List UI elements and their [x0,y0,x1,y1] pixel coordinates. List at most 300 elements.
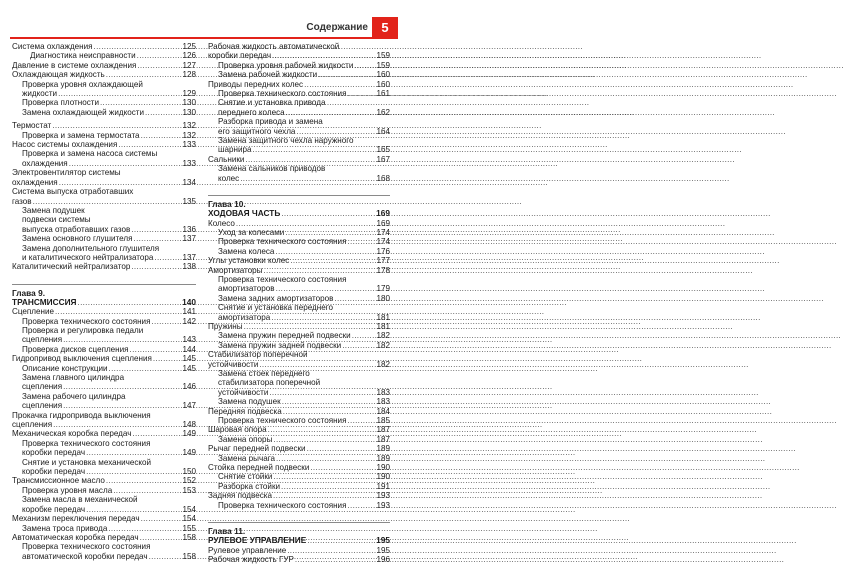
toc-entry-line: Замена дополнительного глушителя [22,243,160,253]
toc-page-number: 176 [376,246,390,256]
toc-entry [12,317,196,326]
dot-leader [347,89,375,98]
toc-page-number: 181 [376,321,390,331]
spacer [12,272,196,282]
toc-entry-line: Проверка технического состояния [22,438,151,448]
toc-entry-line: Снятие и установка привода [218,98,326,108]
dot-leader [347,416,375,425]
toc-page-number: 147 [182,401,196,411]
toc-entry-title: Проверка плотности [22,98,99,108]
toc-entry [208,247,390,256]
dot-leader [244,322,376,331]
toc-entry-title: переднего колеса [218,107,285,117]
dot-leader [347,501,375,510]
toc-page-number: 149 [182,448,196,458]
toc-entry [208,397,390,406]
toc-entry-title: Термостат [12,121,52,131]
toc-entry [12,121,196,130]
toc-page-number: 133 [182,140,196,150]
toc-entry [208,145,390,154]
dot-leader [295,555,376,564]
toc-entry-title: охлаждения [22,158,68,168]
dot-leader [352,331,376,340]
toc-entry [12,131,196,140]
toc-page-number: 182 [376,331,390,341]
toc-page-number: 161 [376,89,390,99]
dot-leader [86,467,181,476]
dot-leader [271,313,375,322]
toc-entry [208,294,390,303]
toc-entry [208,322,390,331]
toc-entry-title: Проверка уровня масла [22,485,113,495]
toc-page-number: 195 [376,535,390,546]
toc-page-number: 154 [182,504,196,514]
toc-page-number: 179 [376,284,390,294]
dot-leader [273,472,375,481]
toc-page-number: 187 [376,434,390,444]
toc-entry-line: Замена стоек переднего [218,369,310,378]
toc-entry [12,51,196,60]
toc-entry [208,546,390,555]
toc-page-number: 132 [182,130,196,140]
toc-entry [12,98,196,107]
toc-page-number: 153 [182,485,196,495]
toc-page-number: 129 [182,89,196,99]
toc-page-number: 178 [376,265,390,275]
toc-entry [208,341,390,350]
dot-leader [63,335,181,344]
toc-page-number: 195 [376,545,390,555]
dot-leader [304,80,375,89]
toc-page-number: 134 [182,177,196,187]
toc-entry-title: коробки передач [22,467,86,477]
toc-entry [208,89,390,98]
dot-leader [286,108,376,117]
toc-entry-title: Механическая коробка передач [12,429,132,439]
toc-entry-title: сцепления [22,382,63,392]
toc-entry [12,42,196,51]
toc-entry-line: подвески системы [22,215,91,225]
dot-leader [131,225,181,234]
dot-leader [290,256,375,265]
toc-page-number: 126 [182,51,196,61]
toc-entry [12,253,196,262]
toc-page-number: 177 [376,256,390,266]
dot-leader [283,407,376,416]
toc-entry-title: амортизатора [218,312,271,322]
toc-page-number: 125 [182,42,196,51]
toc-entry-title: Замена задних амортизаторов [218,293,334,303]
toc-entry-title: устойчивости [218,387,269,397]
toc-entry [208,407,390,416]
dot-leader [307,536,375,545]
dot-leader [259,360,375,369]
toc-entry [208,174,390,183]
toc-entry-title: охлаждения [12,177,58,187]
dot-leader [342,341,375,350]
toc-entry-title: Замена подушек [218,397,281,407]
chapter-title-entry [208,209,390,218]
toc-entry-title: Замена колеса [218,246,275,256]
toc-page-number: 193 [376,500,390,510]
toc-page-number: 132 [182,121,196,131]
toc-entry-title: Амортизаторы [208,265,263,275]
toc-entry-title: Замена охлаждающей жидкости [22,107,144,117]
dot-leader [94,42,182,51]
chapter-title: РУЛЕВОЕ УПРАВЛЕНИЕ [208,535,307,546]
dot-leader [276,454,375,463]
dot-leader [100,98,182,107]
toc-entry [12,307,196,316]
spacer [208,183,390,193]
toc-entry [208,416,390,425]
toc-entry [12,514,196,523]
toc-entry [12,197,196,206]
dot-leader [151,317,181,326]
toc-page-number: 182 [376,359,390,369]
toc-page-number: 136 [182,224,196,234]
toc-entry [12,335,196,344]
toc-entry-title: колес [218,173,240,183]
toc-page-number: 149 [182,429,196,439]
toc-entry [12,140,196,149]
toc-page-number: 154 [182,514,196,524]
dot-leader [275,247,375,256]
dot-leader [272,51,375,60]
toc-entry [208,108,390,117]
dot-leader [245,155,375,164]
toc-page-number: 169 [376,218,390,228]
toc-entry-title: Проверка технического состояния [218,500,347,510]
toc-page-number: 137 [182,234,196,244]
toc-page-number: 155 [182,523,196,533]
toc-entry [12,262,196,271]
toc-entry-title: сцепления [22,335,63,345]
toc-page-number: 142 [182,316,196,326]
dot-leader [78,298,182,307]
toc-entry [12,486,196,495]
toc-entry [208,256,390,265]
toc-entry [208,444,390,453]
dot-leader [149,552,182,561]
dot-leader [134,234,182,243]
dot-leader [273,435,375,444]
toc-page-number: 140 [182,296,196,307]
toc-page-number: 159 [376,51,390,61]
toc-page-number: 169 [376,208,390,219]
toc-page-number: 145 [182,354,196,364]
toc-entry-title: Пружины [208,321,243,331]
toc-entry-title: Гидропривод выключения сцепления [12,354,152,364]
dot-leader [310,463,375,472]
toc-page-number: 148 [182,420,196,430]
toc-page-number: 158 [182,532,196,542]
toc-entry-line: Разборка привода и замена [218,117,323,127]
dot-leader [141,131,182,140]
toc-page-number: 146 [182,382,196,392]
dot-leader [108,524,181,533]
toc-page-number: 181 [376,312,390,322]
toc-entry-title: Проверка технического состояния [218,237,347,247]
toc-entry-title: Замена рычага [218,453,275,463]
toc-page-number: 158 [182,551,196,561]
toc-entry [12,467,196,476]
toc-page-number: 193 [376,491,390,501]
toc-entry [208,313,390,322]
toc-entry-title: и каталитического нейтрализатора [22,252,154,262]
dot-leader [132,429,181,438]
toc-page-number: 165 [376,145,390,155]
toc-entry [208,61,390,70]
toc-page-number: 196 [376,554,390,564]
toc-entry-title: Механизм переключения передач [12,514,140,524]
toc-entry-title: выпуска отработавших газов [22,224,131,234]
dot-leader [106,70,182,79]
toc-entry-title: Приводы передних колес [208,79,304,89]
toc-entry-title: Рулевое управление [208,545,287,555]
toc-entry-title: Снятие стойки [218,472,273,482]
dot-leader [281,209,375,218]
toc-entry-title: Давление в системе охлаждения [12,60,137,70]
page-header-title: Содержание [306,22,368,33]
toc-entry-title: Рычаг передней подвески [208,444,306,454]
toc-entry-title: Сальники [208,154,245,164]
toc-entry [12,234,196,243]
toc-page-number: 150 [182,467,196,477]
dot-leader [137,51,182,60]
toc-entry-title: Колесо [208,218,235,228]
toc-entry-title: Описание конструкции [22,363,108,373]
spacer [208,510,390,520]
toc-entry-title: Проверка дисков сцепления [22,344,129,354]
dot-leader [69,159,182,168]
toc-entry-title: Замена опоры [218,434,273,444]
toc-page-number: 168 [376,173,390,183]
toc-page-number: 164 [376,126,390,136]
toc-entry-title: Насос системы охлаждения [12,140,118,150]
toc-page-number: 190 [376,472,390,482]
toc-page-number: 174 [376,237,390,247]
chapter-title: ТРАНСМИССИЯ [12,296,77,307]
toc-entry [12,505,196,514]
toc-entry-line: Замена защитного чехла наружного [218,136,354,146]
toc-entry-line: Проверка и замена насоса системы [22,149,158,159]
toc-entry-line: Рабочая жидкость автоматической [208,42,340,51]
toc-entry-title: Замена пружин задней подвески [218,340,342,350]
toc-entry [208,501,390,510]
toc-entry-title: коробки передач [22,448,86,458]
toc-entry [12,364,196,373]
dot-leader [106,476,182,485]
dot-leader [145,108,182,117]
toc-entry [12,345,196,354]
toc-entry [12,401,196,410]
toc-entry-title: Уход за колесами [218,227,285,237]
toc-entry-title: Углы установки колес [208,256,290,266]
toc-page-number: 191 [376,481,390,491]
toc-entry-line: Снятие и установка механической [22,457,152,467]
toc-entry-line: Замена сальников приводов [218,164,326,174]
toc-entry [208,331,390,340]
toc-page-number: 145 [182,363,196,373]
header-rule [10,37,384,39]
toc-entry-line: Снятие и установка переднего [218,303,333,313]
toc-entry-title: Проверка технического состояния [218,89,347,99]
toc-entry-title: Каталитический нейтрализатор [12,262,131,272]
toc-entry-title: Автоматическая коробка передач [12,532,139,542]
dot-leader [86,448,181,457]
toc-entry [208,237,390,246]
chapter-title-entry [208,536,390,545]
dot-leader [140,533,182,542]
dot-leader [58,89,181,98]
toc-entry-title: амортизаторов [218,284,275,294]
toc-entry-title: Проверка технического состояния [22,316,151,326]
toc-page-number: 185 [376,416,390,426]
toc-page-number: 130 [182,98,196,108]
toc-entry-title: коробке передач [22,504,86,514]
toc-entry-title: Рабочая жидкость ГУР [208,554,294,564]
dot-leader [55,307,181,316]
toc-page-number: 152 [182,476,196,486]
toc-entry-title: Проверка технического состояния [218,416,347,426]
toc-entry [208,425,390,434]
dot-leader [130,345,182,354]
dot-leader [276,284,376,293]
toc-entry-line: Система выпуска отработавших [12,187,134,197]
toc-page-number: 184 [376,406,390,416]
toc-entry-line: Стабилизатор поперечной [208,350,308,360]
toc-entry-title: жидкости [22,89,58,99]
toc-entry [208,482,390,491]
toc-entry [208,228,390,237]
dot-leader [137,61,181,70]
toc-page-number: 190 [376,463,390,473]
dot-leader [63,382,181,391]
page-number-badge: 5 [372,17,398,39]
chapter-divider [208,522,390,523]
toc-entry-title: Замена троса привода [22,523,108,533]
toc-page-number: 144 [182,344,196,354]
toc-entry-title: сцепления [12,420,53,430]
toc-entry [208,472,390,481]
toc-entry [12,159,196,168]
toc-entry [208,127,390,136]
toc-entry [208,360,390,369]
dot-leader [268,425,376,434]
toc-entry [12,552,196,561]
toc-entry-title: его защитного чехла [218,126,296,136]
toc-page-number: 137 [182,252,196,262]
dot-leader [52,121,181,130]
toc-entry-line: Замена главного цилиндра [22,373,125,382]
dot-leader [287,546,375,555]
toc-page-number: 160 [376,79,390,89]
toc-entry [12,89,196,98]
toc-entry [208,491,390,500]
toc-entry [12,533,196,542]
dot-leader [307,444,376,453]
toc-entry-title: Проверка уровня рабочей жидкости [218,60,354,70]
dot-leader [318,70,375,79]
toc-entry-line: Замена масла в механической [22,495,138,505]
toc-entry [12,178,196,187]
toc-page-number: 133 [182,158,196,168]
toc-entry-line: Проверка технического состояния [218,274,347,284]
toc-entry [208,266,390,275]
toc-entry [12,429,196,438]
toc-entry [208,284,390,293]
dot-leader [354,61,375,70]
toc-right-column [208,42,390,564]
dot-leader [281,482,375,491]
toc-page-number: 167 [376,154,390,164]
toc-entry-line: Проверка и регулировка педали [22,325,144,335]
toc-entry [12,382,196,391]
toc-page-number: 182 [376,340,390,350]
toc-entry [12,70,196,79]
toc-page-number: 183 [376,397,390,407]
toc-entry-title: Диагностика неисправности [30,51,136,61]
dot-leader [86,505,181,514]
toc-entry [208,454,390,463]
toc-entry-title: устойчивости [208,359,259,369]
toc-entry [12,354,196,363]
toc-entry-line: стабилизатора поперечной [218,378,321,388]
toc-entry-title: газов [12,196,32,206]
dot-leader [282,397,376,406]
toc-entry [208,388,390,397]
toc-page-number: 130 [182,107,196,117]
toc-page-number: 189 [376,444,390,454]
dot-leader [253,145,376,154]
dot-leader [154,253,181,262]
toc-entry [12,420,196,429]
toc-entry-title: Шаровая опора [208,425,267,435]
chapter-divider [12,284,196,285]
dot-leader [240,174,375,183]
toc-entry [208,155,390,164]
chapter-title: ХОДОВАЯ ЧАСТЬ [208,208,281,219]
toc-page-number: 159 [376,60,390,70]
toc-page-number: 189 [376,453,390,463]
dot-leader [296,127,375,136]
toc-entry-title: Стойка передней подвески [208,463,310,473]
toc-entry-title: автоматической коробки передач [22,551,148,561]
toc-entry-title: Замена рабочей жидкости [218,70,318,80]
dot-leader [63,401,181,410]
contents-page [0,0,408,570]
toc-entry-title: Трансмиссионное масло [12,476,105,486]
chapter-divider [208,195,390,196]
dot-leader [153,354,182,363]
toc-entry [208,463,390,472]
toc-entry [208,555,390,564]
toc-page-number: 174 [376,227,390,237]
toc-entry-title: Охлаждающая жидкость [12,70,105,80]
toc-entry [12,225,196,234]
toc-page-number: 128 [182,70,196,80]
toc-page-number: 135 [182,196,196,206]
toc-entry-title: Проверка и замена термостата [22,130,140,140]
toc-entry-title: шарнира [218,145,252,155]
dot-leader [273,491,375,500]
toc-entry-title: Замена пружин передней подвески [218,331,351,341]
toc-entry-line: Замена рабочего цилиндра [22,391,126,401]
chapter-number: Глава 9. [12,287,46,298]
toc-entry-title: Система охлаждения [12,42,93,51]
toc-page-number: 180 [376,293,390,303]
